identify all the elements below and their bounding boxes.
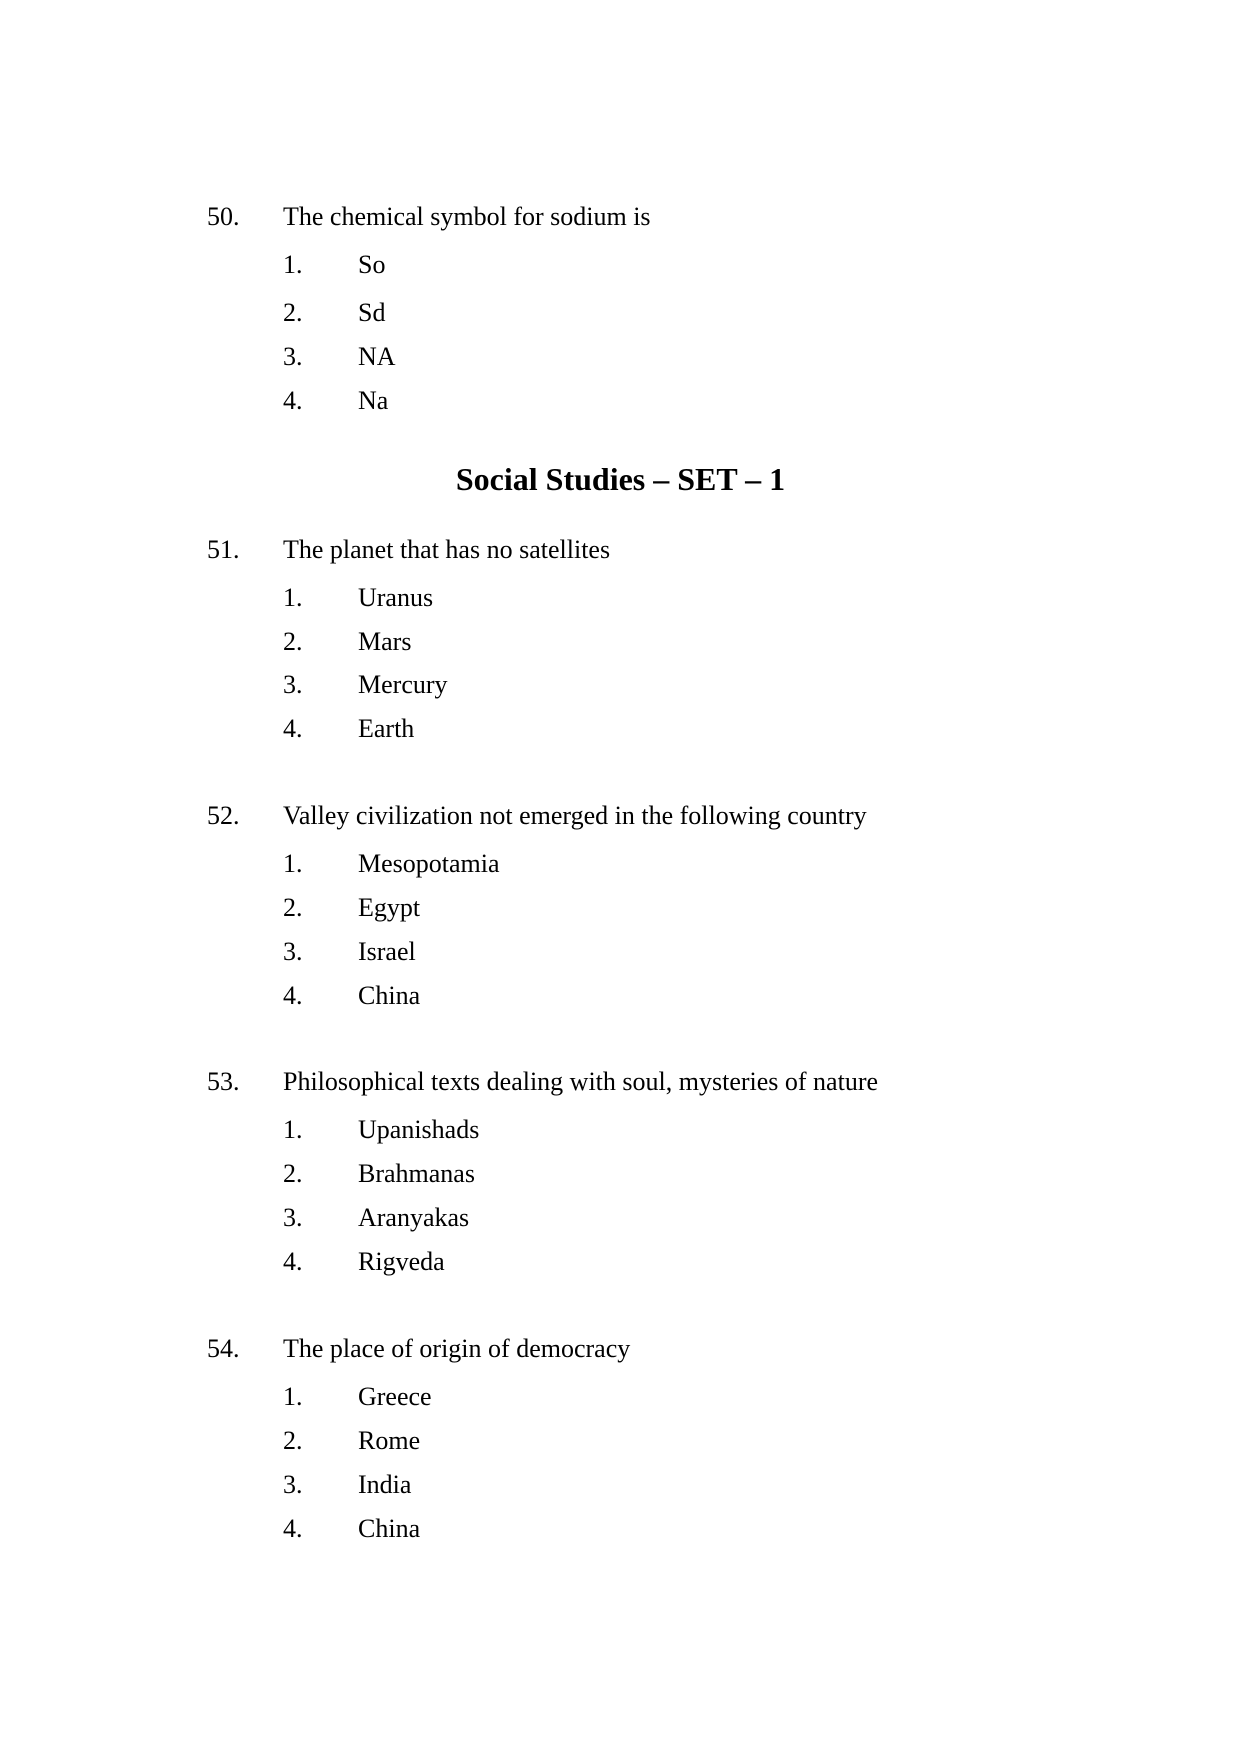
question-number: 50.: [207, 202, 240, 231]
option-text: China: [358, 1514, 421, 1543]
option-number: 2.: [283, 1426, 303, 1455]
question-number: 52.: [207, 801, 240, 830]
option-number: 2.: [283, 298, 303, 327]
option-number: 3.: [283, 937, 303, 966]
option-number: 1.: [283, 250, 303, 279]
option-text: India: [358, 1470, 412, 1499]
option-number: 1.: [283, 849, 303, 878]
question-number: 53.: [207, 1067, 240, 1096]
option-text: China: [358, 981, 421, 1010]
option-text: Uranus: [358, 583, 434, 612]
option-number: 4.: [283, 981, 303, 1010]
option-number: 3.: [283, 342, 303, 371]
question-text: The planet that has no satellites: [283, 535, 611, 564]
question-number: 51.: [207, 535, 240, 564]
question-text: Philosophical texts dealing with soul, mysteries of nature: [283, 1067, 879, 1096]
option-text: Rigveda: [358, 1247, 445, 1276]
option-text: Egypt: [358, 893, 421, 922]
option-number: 2.: [283, 627, 303, 656]
option-text: So: [358, 250, 386, 279]
option-number: 1.: [283, 1115, 303, 1144]
option-text: Mars: [358, 627, 412, 656]
option-number: 2.: [283, 893, 303, 922]
option-text: Israel: [358, 937, 416, 966]
option-text: Rome: [358, 1426, 421, 1455]
option-text: Na: [358, 386, 389, 415]
option-text: Mesopotamia: [358, 849, 500, 878]
option-text: NA: [358, 342, 396, 371]
option-number: 1.: [283, 583, 303, 612]
option-number: 3.: [283, 670, 303, 699]
question-text: The chemical symbol for sodium is: [283, 202, 651, 231]
option-number: 1.: [283, 1382, 303, 1411]
option-number: 4.: [283, 714, 303, 743]
question-number: 54.: [207, 1334, 240, 1363]
option-number: 4.: [283, 1514, 303, 1543]
option-number: 2.: [283, 1159, 303, 1188]
option-text: Sd: [358, 298, 386, 327]
option-text: Brahmanas: [358, 1159, 475, 1188]
option-number: 4.: [283, 1247, 303, 1276]
option-number: 4.: [283, 386, 303, 415]
option-text: Earth: [358, 714, 415, 743]
option-text: Upanishads: [358, 1115, 480, 1144]
option-text: Greece: [358, 1382, 432, 1411]
section-heading: [0, 460, 1241, 498]
option-text: Aranyakas: [358, 1203, 470, 1232]
option-number: 3.: [283, 1470, 303, 1499]
option-number: 3.: [283, 1203, 303, 1232]
question-text: Valley civilization not emerged in the following country: [283, 801, 867, 830]
section-heading-text: Social Studies – SET – 1: [455, 461, 786, 497]
question-text: The place of origin of democracy: [283, 1334, 631, 1363]
option-text: Mercury: [358, 670, 448, 699]
